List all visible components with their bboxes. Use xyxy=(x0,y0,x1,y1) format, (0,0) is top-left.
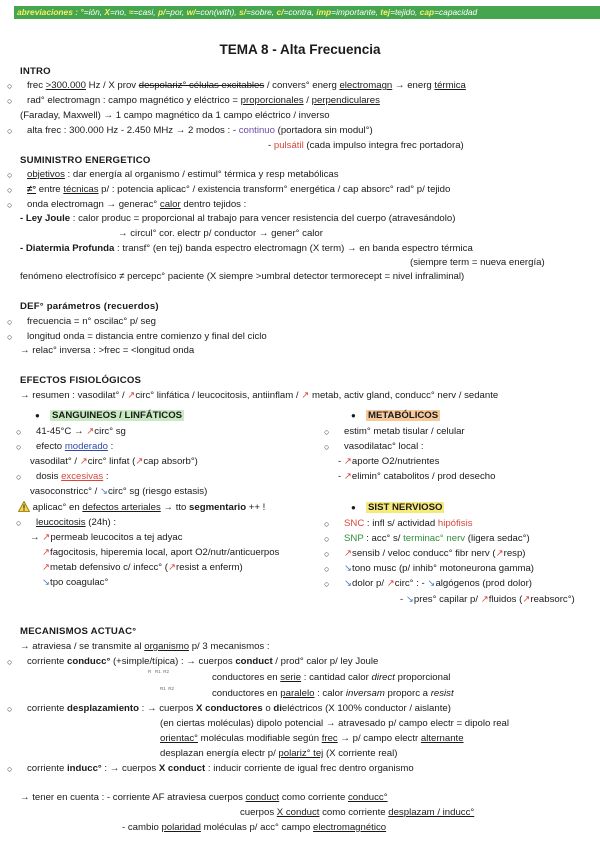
nerv-line-f: - ↘pres° capilar p/ ↗fluidos (↗reabsorc°) xyxy=(400,594,575,605)
suministro-line-4: - Ley Joule : calor produc = proporcional al trabajo para vencer resistencia del cuerpo (atravesándolo) xyxy=(20,213,456,224)
warning-icon xyxy=(18,501,30,512)
mec-line-4: conductores en paralelo : calor inversam proporc a resist xyxy=(212,688,454,699)
sang-line-a: ○ 41-45°C → ↗circ° sg xyxy=(36,426,126,438)
nervioso-heading: ● SIST NERVIOSO xyxy=(366,502,444,514)
mec-line-1: → atraviesa / se transmite al organismo p/ 3 mecanismos : xyxy=(20,641,270,652)
meta-line-d: - ↗elimin° catabolitos / prod desecho xyxy=(338,471,496,482)
sang-line-k: ↘tpo coagulac° xyxy=(42,577,109,588)
efectos-summary: → resumen : vasodilat° / ↗circ° linfática / leucocitosis, antiinflam / ↗ metab, activ gland, conducc° nerv / sedante xyxy=(20,390,499,401)
nerv-line-a: ○ SNC : infl s/ actividad hipófisis xyxy=(344,518,473,530)
sang-line-c: vasodilat° / ↗circ° linfat (↗cap absorb°) xyxy=(30,456,198,467)
nerv-line-c: ○ ↗sensib / veloc conducc° fibr nerv (↗resp) xyxy=(344,548,526,560)
sang-line-b: ○ efecto moderado : xyxy=(36,441,113,453)
def-line-3: → relac° inversa : >frec = <longitud onda xyxy=(20,345,195,356)
efectos-heading: EFECTOS FISIOLÓGICOS xyxy=(20,375,142,386)
meta-line-b: ○ vasodilatac° local : xyxy=(344,441,424,453)
nerv-line-b: ○ SNP : acc° s/ terminac° nerv (ligera sedac°) xyxy=(344,533,530,545)
suministro-line-5: → circul° cor. electr p/ conductor → gener° calor xyxy=(118,228,323,239)
intro-line-4: ○ alta frec : 300.000 Hz - 2.450 MHz → 2 modos : - continuo (portadora sin modul°) xyxy=(27,125,373,137)
mec-line-10: → tener en cuenta : - corriente AF atraviesa cuerpos conduct como corriente conducc° xyxy=(20,792,388,803)
def-line-2: ○ longitud onda = distancia entre comienzo y final del ciclo xyxy=(27,331,267,343)
sang-line-i: ↗fagocitosis, hiperemia local, aport O2/nutr/anticuerpos xyxy=(42,547,280,558)
intro-line-5: - pulsátil (cada impulso integra frec portadora) xyxy=(268,140,464,151)
suministro-line-8: fenómeno electrofísico ≠ percepc° paciente (X siempre >umbral detector termorecept = nivel infraliminal) xyxy=(20,271,465,282)
suministro-line-3: ○ onda electromagn → generac° calor dentro tejidos : xyxy=(27,199,246,211)
sang-line-d: ○ dosis excesivas : xyxy=(36,471,109,483)
intro-line-1: ○ frec >300.000 Hz / X prov despolariz° células excitables / convers° energ electromagn → energ térmica xyxy=(27,80,466,92)
suministro-line-7: (siempre term = nueva energía) xyxy=(410,257,545,268)
def-heading: DEF° parámetros (recuerdos) xyxy=(20,301,159,312)
intro-line-2: ○ rad° electromagn : campo magnético y eléctrico = proporcionales / perpendiculares xyxy=(27,95,380,107)
mec-line-5: ○ corriente desplazamiento : → cuerpos X conductores o dieléctricos (X 100% conductor / aislante) xyxy=(27,703,451,715)
sanguineos-heading: ● SANGUINEOS / LINFÁTICOS xyxy=(50,410,184,422)
sang-line-j: ↗metab defensivo c/ infecc° (↗resist a enferm) xyxy=(42,562,243,573)
intro-heading: INTRO xyxy=(20,66,51,77)
metabolicos-heading: ● METABÓLICOS xyxy=(366,410,440,422)
parallel-diagram-label: R1 R2 xyxy=(160,686,175,691)
sang-line-f: aplicac° en defectos arteriales → tto segmentario ++ ! xyxy=(18,501,265,514)
mec-line-8: desplazan energía electr p/ polariz° tej (X corriente real) xyxy=(160,748,398,759)
meta-line-a: ○ estim° metab tisular / celular xyxy=(344,426,465,438)
sang-line-g: ○ leucocitosis (24h) : xyxy=(36,517,116,529)
mec-line-11: cuerpos X conduct como corriente desplazam / inducc° xyxy=(240,807,475,818)
mec-line-7: orientac° moléculas modifiable según frec → p/ campo electr alternante xyxy=(160,733,464,744)
nerv-line-d: ○ ↘tono musc (p/ inhib° motoneurona gamma) xyxy=(344,563,534,575)
meta-line-c: - ↗aporte O2/nutrientes xyxy=(338,456,440,467)
mec-line-2: ○ corriente conducc° (+simple/típica) : → cuerpos conduct / prod° calor p/ ley Joule xyxy=(27,656,378,668)
suministro-line-2: ○ ≠° entre técnicas p/ : potencia aplicac° / existencia transform° energética / cap absorc° rad° p/ tejido xyxy=(27,184,450,196)
sang-line-e: vasoconstricc° / ↘circ° sg (riesgo estasis) xyxy=(30,486,208,497)
def-line-1: ○ frecuencia = n° oscilac° p/ seg xyxy=(27,316,156,328)
sang-line-h: → ↗permeab leucocitos a tej adyac xyxy=(30,532,183,543)
suministro-line-6: - Diatermia Profunda : transf° (en tej) banda espectro electromagn (X term) → en banda espectro térmica xyxy=(20,243,473,254)
nerv-line-e: ○ ↘dolor p/ ↗circ° : - ↘algógenos (prod dolor) xyxy=(344,578,532,590)
mec-line-9: ○ corriente inducc° : → cuerpos X conduct : inducir corriente de igual frec dentro organismo xyxy=(27,763,414,775)
suministro-heading: SUMINISTRO ENERGETICO xyxy=(20,155,151,166)
mec-line-3: conductores en serie : cantidad calor direct proporcional xyxy=(212,672,451,683)
series-diagram-label: R R1 R2 xyxy=(148,669,170,674)
page-title: TEMA 8 - Alta Frecuencia xyxy=(219,42,381,57)
mec-line-6: (en ciertas moléculas) dipolo potencial → atravesado p/ campo electr = dipolo real xyxy=(160,718,510,729)
suministro-line-1: ○ objetivos : dar energía al organismo / estimul° térmica y resp metabólicas xyxy=(27,169,339,181)
mecanismos-heading: MECANISMOS ACTUAC° xyxy=(20,626,137,637)
mec-line-12: - cambio polaridad moléculas p/ acc° campo electromagnético xyxy=(122,822,387,833)
intro-line-3: (Faraday, Maxwell) → 1 campo magnético da 1 campo eléctrico / inverso xyxy=(20,110,330,121)
abbreviations-bar: abreviaciones : °=ión, X=no, ≈=casi, p/=por, w/=con(with), s/=sobre, c/=contra, imp=importante, tej=tejido, cap=capacidad xyxy=(14,6,600,19)
